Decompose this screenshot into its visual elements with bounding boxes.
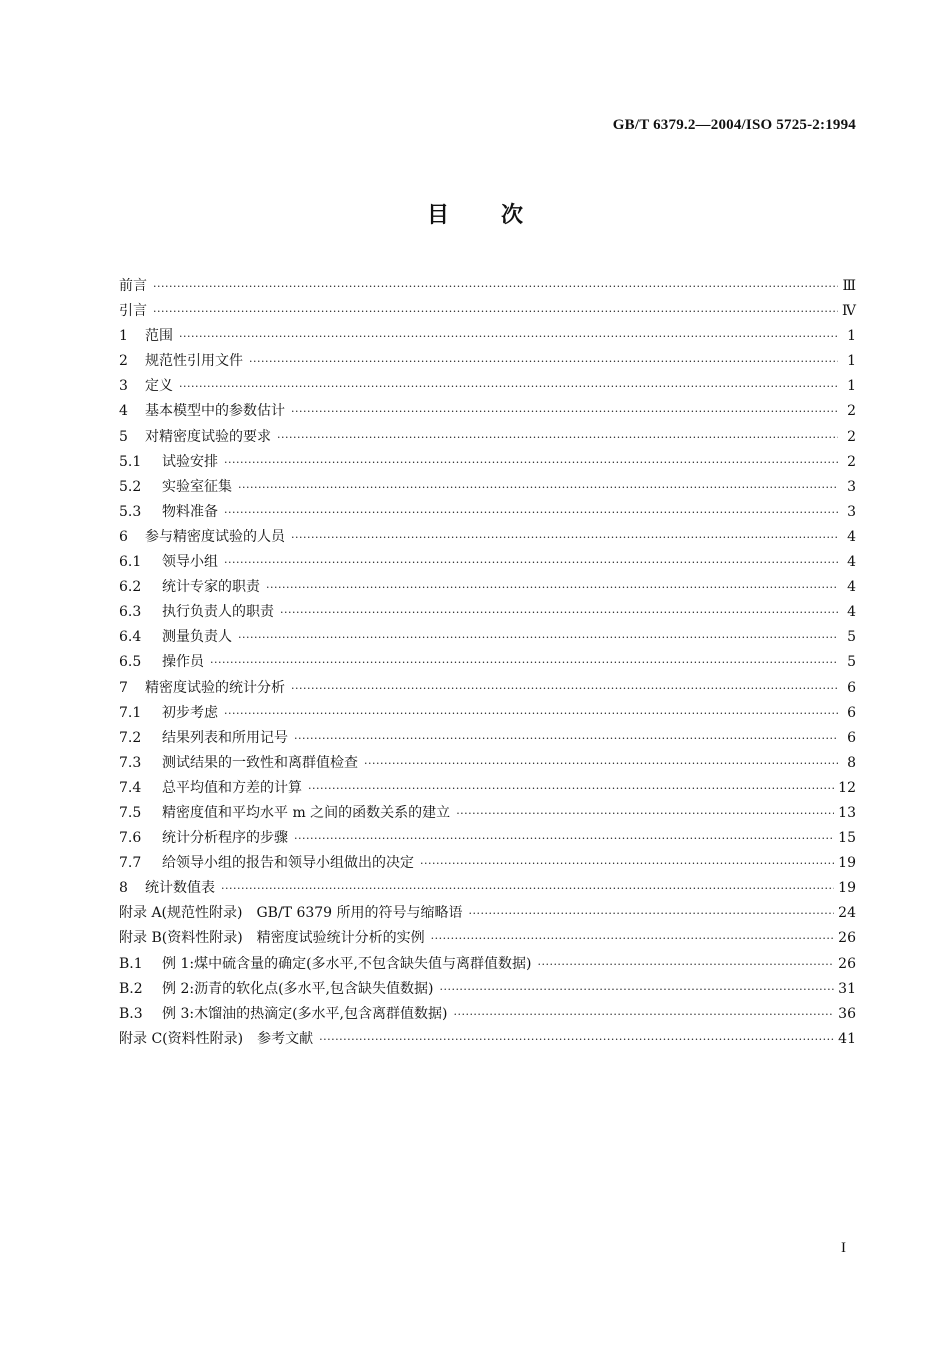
- toc-entry[interactable]: [119, 274, 856, 299]
- toc-entry-page: 5: [847, 654, 856, 671]
- dot-leader: [431, 926, 835, 951]
- toc-entry-number: 7.1: [119, 704, 142, 721]
- toc-entry-number: 3: [119, 378, 128, 395]
- toc-entry-number: 2: [119, 353, 128, 370]
- dot-leader: [224, 450, 838, 475]
- toc-entry-number: 6.5: [119, 654, 142, 671]
- dot-leader: [249, 349, 838, 374]
- toc-entry[interactable]: [119, 926, 856, 951]
- toc-entry-page: 6: [847, 704, 856, 721]
- toc-entry[interactable]: [119, 851, 856, 876]
- toc-entry-page: 1: [847, 353, 856, 370]
- toc-entry[interactable]: [119, 550, 856, 575]
- toc-entry-page: 1: [847, 328, 856, 345]
- dot-leader: [469, 901, 835, 926]
- dot-leader: [266, 575, 838, 600]
- toc-entry-label: 统计数值表: [145, 880, 215, 897]
- toc-entry[interactable]: [119, 475, 856, 500]
- toc-entry-label: 结果列表和所用记号: [162, 729, 288, 746]
- toc-entry-number: 7.6: [119, 830, 142, 847]
- toc-entry-page: 26: [838, 930, 856, 947]
- dot-leader: [453, 1002, 834, 1027]
- toc-entry-page: 3: [847, 478, 856, 495]
- toc-entry[interactable]: [119, 977, 856, 1002]
- toc-entry-page: 2: [847, 453, 856, 470]
- toc-entry-number: 5: [119, 428, 128, 445]
- toc-entry-page: 2: [847, 403, 856, 420]
- dot-leader: [277, 425, 838, 450]
- toc-entry[interactable]: [119, 1002, 856, 1027]
- toc-entry-label: 总平均值和方差的计算: [162, 779, 302, 796]
- toc-entry[interactable]: [119, 676, 856, 701]
- toc-entry-page: 1: [847, 378, 856, 395]
- standard-code: GB/T 6379.2—2004/ISO 5725-2:1994: [612, 117, 856, 133]
- toc-entry-page: 13: [838, 804, 856, 821]
- toc-entry-number: B.2: [119, 980, 143, 997]
- toc-entry-label: 实验室征集: [162, 478, 232, 495]
- toc-entry[interactable]: [119, 399, 856, 424]
- toc-entry-label: 基本模型中的参数估计: [145, 403, 285, 420]
- toc-entry-number: 6.3: [119, 604, 142, 621]
- toc-entry-page: 4: [847, 579, 856, 596]
- dot-leader: [537, 952, 834, 977]
- dot-leader: [456, 801, 834, 826]
- toc-entry[interactable]: [119, 299, 856, 324]
- toc-entry[interactable]: [119, 450, 856, 475]
- dot-leader: [364, 751, 838, 776]
- toc-entry[interactable]: [119, 826, 856, 851]
- toc-entry-label: 附录 A(规范性附录) GB/T 6379 所用的符号与缩略语: [119, 905, 463, 922]
- toc-entry-label: 测试结果的一致性和离群值检查: [162, 754, 358, 771]
- toc-entry-label: 规范性引用文件: [145, 353, 243, 370]
- toc-entry-number: 6.4: [119, 629, 142, 646]
- toc-entry-label: 范围: [145, 328, 173, 345]
- toc-entry-page: 12: [838, 779, 856, 796]
- toc-entry-number: 5.2: [119, 478, 142, 495]
- toc-entry-label: 领导小组: [162, 554, 218, 571]
- dot-leader: [280, 600, 838, 625]
- dot-leader: [291, 676, 838, 701]
- toc-entry-page: 19: [838, 880, 856, 897]
- toc-entry-label: 引言: [119, 303, 147, 320]
- toc-entry-label: 例 2:沥青的软化点(多水平,包含缺失值数据): [162, 980, 434, 997]
- toc-entry-page: Ⅲ: [842, 278, 856, 294]
- toc-entry-number: 7: [119, 679, 128, 696]
- toc-entry-label: 物料准备: [162, 503, 218, 520]
- toc-entry-label: 给领导小组的报告和领导小组做出的决定: [162, 855, 414, 872]
- dot-leader: [291, 399, 838, 424]
- toc-entry[interactable]: [119, 575, 856, 600]
- toc-entry[interactable]: [119, 952, 856, 977]
- dot-leader: [224, 500, 838, 525]
- page-number: I: [841, 1240, 846, 1256]
- toc-entry-page: 24: [838, 905, 856, 922]
- dot-leader: [294, 826, 834, 851]
- toc-entry-label: 操作员: [162, 654, 204, 671]
- toc-entry[interactable]: [119, 776, 856, 801]
- toc-entry-label: 附录 C(资料性附录) 参考文献: [119, 1030, 314, 1047]
- toc-entry-page: 3: [847, 503, 856, 520]
- toc-entry[interactable]: [119, 801, 856, 826]
- toc-entry-page: 2: [847, 428, 856, 445]
- toc-entry-number: 8: [119, 880, 128, 897]
- dot-leader: [319, 1027, 834, 1052]
- toc-entry-number: 7.4: [119, 779, 142, 796]
- toc-entry[interactable]: [119, 726, 856, 751]
- toc-entry[interactable]: [119, 500, 856, 525]
- toc-entry[interactable]: [119, 425, 856, 450]
- toc-entry-label: 附录 B(资料性附录) 精密度试验统计分析的实例: [119, 930, 425, 947]
- toc-entry-number: 6.1: [119, 554, 142, 571]
- toc-entry-page: 5: [847, 629, 856, 646]
- toc-entry-page: 6: [847, 729, 856, 746]
- toc-entry-number: 6.2: [119, 579, 142, 596]
- toc-entry-label: 测量负责人: [162, 629, 232, 646]
- toc-entry-page: 6: [847, 679, 856, 696]
- toc-entry[interactable]: [119, 650, 856, 675]
- toc-entry-label: 参与精密度试验的人员: [145, 528, 285, 545]
- toc-entry-page: 36: [838, 1005, 856, 1022]
- toc-entry[interactable]: [119, 901, 856, 926]
- toc-entry-page: 31: [838, 980, 856, 997]
- toc-entry-label: 初步考虑: [162, 704, 218, 721]
- toc-entry-label: 精密度试验的统计分析: [145, 679, 285, 696]
- toc-entry-page: 4: [847, 528, 856, 545]
- dot-leader: [153, 299, 838, 324]
- dot-leader: [439, 977, 834, 1002]
- toc-entry[interactable]: [119, 374, 856, 399]
- toc-entry-number: B.1: [119, 955, 143, 972]
- toc-entry-label: 统计分析程序的步骤: [162, 830, 288, 847]
- toc-entry-number: 7.2: [119, 729, 142, 746]
- toc-entry-label: 试验安排: [162, 453, 218, 470]
- toc-entry-label: 例 3:木馏油的热滴定(多水平,包含离群值数据): [162, 1005, 448, 1022]
- toc-entry-number: 1: [119, 328, 128, 345]
- toc-entry-label: 统计专家的职责: [162, 579, 260, 596]
- dot-leader: [179, 374, 838, 399]
- dot-leader: [420, 851, 834, 876]
- toc-entry-number: 6: [119, 528, 128, 545]
- toc-entry-page: 8: [847, 754, 856, 771]
- toc-entry-page: 41: [838, 1030, 856, 1047]
- toc-entry-number: 7.3: [119, 754, 142, 771]
- table-of-contents: [119, 274, 856, 1052]
- dot-leader: [224, 701, 838, 726]
- toc-entry-page: 26: [838, 955, 856, 972]
- toc-entry[interactable]: [119, 1027, 856, 1052]
- toc-entry[interactable]: [119, 525, 856, 550]
- dot-leader: [294, 726, 838, 751]
- toc-entry-number: 5.1: [119, 453, 142, 470]
- toc-entry[interactable]: [119, 625, 856, 650]
- toc-entry-label: 对精密度试验的要求: [145, 428, 271, 445]
- toc-entry[interactable]: [119, 751, 856, 776]
- dot-leader: [291, 525, 838, 550]
- toc-entry-label: 精密度值和平均水平 m 之间的函数关系的建立: [162, 804, 451, 821]
- toc-entry-page: 4: [847, 554, 856, 571]
- toc-entry[interactable]: [119, 701, 856, 726]
- toc-entry-page: 4: [847, 604, 856, 621]
- toc-entry[interactable]: [119, 324, 856, 349]
- toc-entry-number: B.3: [119, 1005, 143, 1022]
- toc-entry-page: 15: [838, 830, 856, 847]
- toc-entry-number: 5.3: [119, 503, 142, 520]
- toc-entry[interactable]: [119, 876, 856, 901]
- dot-leader: [224, 550, 838, 575]
- dot-leader: [308, 776, 834, 801]
- dot-leader: [210, 650, 838, 675]
- dot-leader: [238, 475, 838, 500]
- toc-entry[interactable]: [119, 349, 856, 374]
- dot-leader: [238, 625, 838, 650]
- toc-entry-label: 执行负责人的职责: [162, 604, 274, 621]
- page-title: 目次: [426, 203, 575, 228]
- toc-entry-page: Ⅳ: [842, 303, 856, 320]
- toc-entry-number: 7.7: [119, 855, 142, 872]
- toc-entry-page: 19: [838, 855, 856, 872]
- dot-leader: [153, 274, 838, 299]
- toc-entry-label: 定义: [145, 378, 173, 395]
- toc-entry-label: 前言: [119, 278, 147, 294]
- toc-entry-number: 4: [119, 403, 128, 420]
- dot-leader: [179, 324, 838, 349]
- dot-leader: [221, 876, 834, 901]
- toc-entry-label: 例 1:煤中硫含量的确定(多水平,不包含缺失值与离群值数据): [162, 955, 532, 972]
- toc-entry-number: 7.5: [119, 804, 142, 821]
- toc-entry[interactable]: [119, 600, 856, 625]
